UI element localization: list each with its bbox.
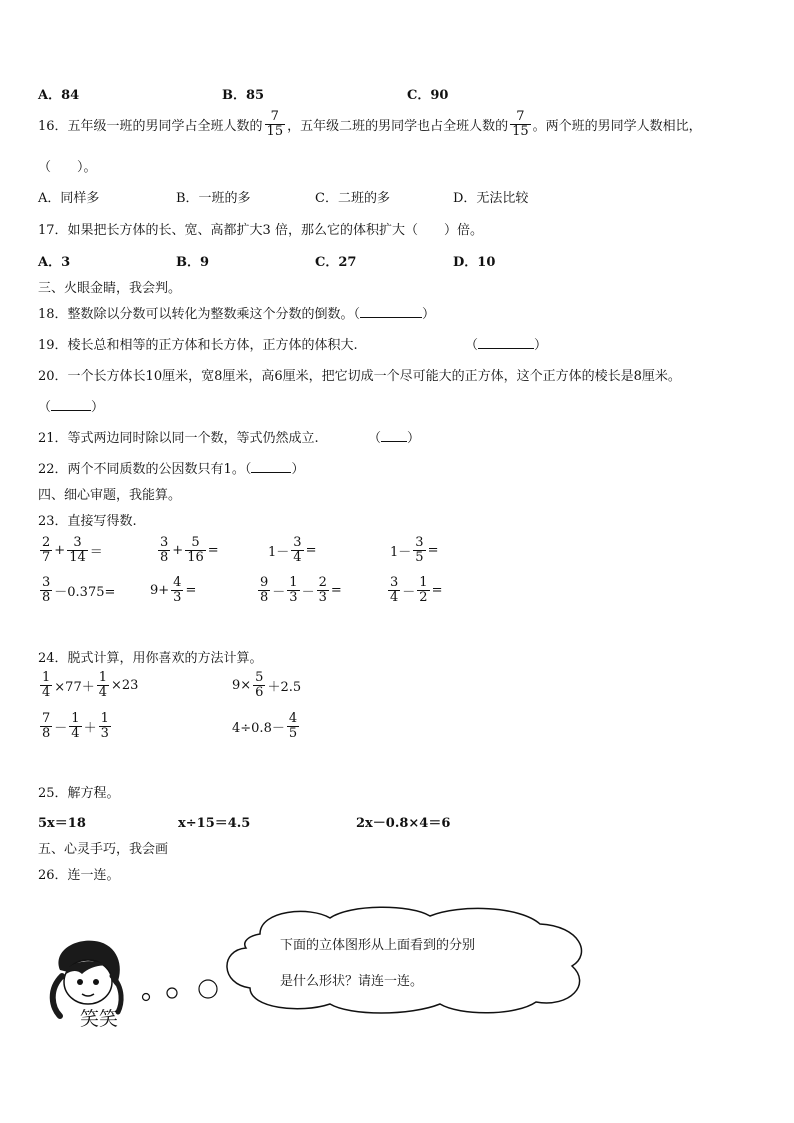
numerator: 4 bbox=[288, 711, 298, 726]
prefix: 9+ bbox=[150, 582, 170, 598]
fraction bbox=[253, 671, 265, 699]
question-16-stem bbox=[38, 110, 702, 138]
operator: － bbox=[402, 584, 416, 600]
denominator: 4 bbox=[71, 725, 80, 741]
answer-blank[interactable] bbox=[381, 428, 407, 442]
q23-expr-7 bbox=[256, 576, 342, 604]
fraction bbox=[265, 110, 286, 138]
q16-stem-part-c: 。两个班的男同学人数相比， bbox=[532, 118, 702, 134]
fraction bbox=[99, 712, 111, 740]
q25-equation-2: x÷15＝4.5 bbox=[178, 816, 251, 831]
question-20: 20．一个长方体长10厘米，宽8厘米，高6厘米，把它切成一个尽可能大的正方体，这个正方体的棱长是8厘米。 bbox=[38, 369, 681, 384]
close-paren: ） bbox=[422, 307, 436, 322]
thought-dots-icon bbox=[138, 975, 222, 1005]
question-26-title: 26．连一连。 bbox=[38, 868, 120, 883]
fraction bbox=[40, 671, 52, 699]
section-4-heading: 四、细心审题，我能算。 bbox=[38, 488, 182, 503]
numerator: 1 bbox=[42, 670, 51, 685]
fraction bbox=[40, 712, 52, 740]
q23-expr-2 bbox=[156, 536, 219, 564]
q21-answer bbox=[368, 427, 420, 446]
q23-expr-5 bbox=[38, 576, 115, 604]
q24-expr-4 bbox=[232, 712, 301, 740]
operator: + bbox=[54, 542, 66, 558]
fraction bbox=[69, 712, 81, 740]
numerator: 1 bbox=[71, 711, 80, 726]
q16-answer-paren: （ ）。 bbox=[38, 160, 97, 175]
prefix: 4÷0.8－ bbox=[232, 720, 285, 736]
prefix: 1－ bbox=[268, 544, 290, 560]
denominator: 6 bbox=[255, 684, 264, 700]
fraction bbox=[287, 712, 299, 740]
denominator: 16 bbox=[187, 549, 204, 565]
fraction bbox=[97, 671, 109, 699]
q16-stem-part-b: ，五年级二班的男同学也占全班人数的 bbox=[287, 118, 509, 134]
bubble-text-line-1: 下面的立体图形从上面看到的分别 bbox=[280, 938, 476, 953]
q19-answer bbox=[465, 334, 547, 353]
denominator: 8 bbox=[42, 589, 51, 605]
numerator: 9 bbox=[260, 575, 269, 590]
open-paren: （ bbox=[368, 431, 382, 446]
numerator: 1 bbox=[98, 670, 107, 685]
character-name-caption: 笑笑 bbox=[80, 1008, 119, 1030]
equals-sign: = bbox=[207, 542, 219, 558]
fraction bbox=[40, 536, 52, 564]
denominator: 4 bbox=[42, 684, 51, 700]
denominator: 3 bbox=[289, 589, 298, 605]
denominator: 4 bbox=[98, 684, 107, 700]
question-25-title: 25．解方程。 bbox=[38, 786, 120, 801]
question-21: 21．等式两边同时除以同一个数，等式仍然成立. bbox=[38, 431, 319, 446]
q23-expr-3 bbox=[268, 536, 316, 564]
fraction bbox=[388, 576, 400, 604]
close-paren: ） bbox=[534, 338, 548, 353]
fraction bbox=[291, 536, 303, 564]
operator: ×77＋ bbox=[54, 679, 95, 695]
fraction bbox=[287, 576, 299, 604]
q22-text: 22．两个不同质数的公因数只有1。（ bbox=[38, 462, 252, 477]
numerator: 7 bbox=[42, 711, 51, 726]
q17-option-a: A．3 bbox=[38, 255, 71, 270]
denominator: 14 bbox=[69, 549, 86, 565]
equals-sign: ＝ bbox=[89, 544, 103, 560]
numerator: 5 bbox=[255, 670, 264, 685]
question-24-title: 24．脱式计算，用你喜欢的方法计算。 bbox=[38, 651, 263, 666]
answer-blank[interactable] bbox=[51, 397, 91, 411]
q25-equation-1: 5x＝18 bbox=[38, 816, 86, 831]
denominator: 5 bbox=[415, 549, 424, 565]
q18-text: 18．整数除以分数可以转化为整数乘这个分数的倒数。（ bbox=[38, 307, 361, 322]
fraction bbox=[67, 536, 88, 564]
open-paren: （ bbox=[38, 400, 52, 415]
section-3-heading: 三、火眼金睛，我会判。 bbox=[38, 281, 182, 296]
question-19 bbox=[38, 334, 358, 353]
answer-blank[interactable] bbox=[478, 335, 534, 349]
prefix: 1－ bbox=[390, 544, 412, 560]
equals-sign: = bbox=[305, 542, 317, 558]
fraction bbox=[40, 576, 52, 604]
denominator: 3 bbox=[318, 589, 327, 605]
fraction bbox=[185, 536, 206, 564]
numerator: 3 bbox=[390, 575, 399, 590]
bubble-text-line-2: 是什么形状？请连一连。 bbox=[280, 974, 424, 989]
operator: ×23 bbox=[111, 677, 139, 693]
denominator: 3 bbox=[100, 725, 109, 741]
fraction bbox=[158, 536, 170, 564]
q23-expr-6 bbox=[150, 576, 196, 604]
open-paren: （ bbox=[465, 338, 479, 353]
q24-expr-3 bbox=[38, 712, 113, 740]
q15-option-c: C．90 bbox=[407, 88, 449, 103]
fraction bbox=[417, 576, 429, 604]
denominator: 8 bbox=[160, 549, 169, 565]
q24-expr-1 bbox=[38, 671, 138, 699]
q15-option-a: A．84 bbox=[38, 88, 80, 103]
numerator: 1 bbox=[100, 711, 109, 726]
numerator: 3 bbox=[160, 535, 169, 550]
answer-blank[interactable] bbox=[360, 304, 422, 318]
q17-option-b: B．9 bbox=[176, 255, 210, 270]
denominator: 8 bbox=[42, 725, 51, 741]
q16-option-c: C．二班的多 bbox=[315, 191, 390, 206]
numerator: 3 bbox=[67, 536, 88, 551]
close-paren: ） bbox=[291, 462, 305, 477]
numerator: 1 bbox=[289, 575, 298, 590]
equals-sign: = bbox=[185, 582, 197, 598]
expression-rest: －0.375= bbox=[54, 584, 116, 600]
denominator: 15 bbox=[266, 123, 284, 139]
denominator: 3 bbox=[173, 589, 182, 605]
q25-equation-3: 2x－0.8×4＝6 bbox=[356, 816, 451, 831]
q16-option-d: D．无法比较 bbox=[453, 191, 529, 206]
operator: － bbox=[301, 584, 315, 600]
q16-option-a: A．同样多 bbox=[38, 191, 100, 206]
answer-blank[interactable] bbox=[251, 459, 291, 473]
operator: － bbox=[272, 584, 286, 600]
numerator: 1 bbox=[419, 575, 428, 590]
close-paren: ） bbox=[91, 400, 105, 415]
prefix: 9× bbox=[232, 677, 252, 693]
equals-sign: = bbox=[427, 542, 439, 558]
q23-expr-8 bbox=[386, 576, 442, 604]
suffix: ＋2.5 bbox=[267, 679, 302, 695]
question-23-title: 23．直接写得数. bbox=[38, 514, 137, 529]
section-5-heading: 五、心灵手巧，我会画 bbox=[38, 842, 169, 857]
close-paren: ） bbox=[407, 431, 421, 446]
q23-expr-4 bbox=[390, 536, 438, 564]
equals-sign: = bbox=[431, 582, 443, 598]
q19-text: 19．棱长总和相等的正方体和长方体，正方体的体积大. bbox=[38, 338, 358, 353]
numerator: 7 bbox=[265, 110, 286, 125]
fraction bbox=[317, 576, 329, 604]
numerator: 2 bbox=[42, 535, 51, 550]
denominator: 8 bbox=[260, 589, 269, 605]
fraction bbox=[413, 536, 425, 564]
operator: + bbox=[172, 542, 184, 558]
question-22 bbox=[38, 458, 304, 477]
numerator: 2 bbox=[318, 575, 327, 590]
denominator: 4 bbox=[293, 549, 302, 565]
fraction bbox=[171, 576, 183, 604]
q24-expr-2 bbox=[232, 671, 301, 699]
q16-option-b: B．一班的多 bbox=[176, 191, 251, 206]
q20-answer bbox=[38, 396, 104, 415]
q15-option-b: B．85 bbox=[222, 88, 265, 103]
numerator: 3 bbox=[42, 575, 51, 590]
denominator: 4 bbox=[390, 589, 399, 605]
denominator: 2 bbox=[419, 589, 428, 605]
numerator: 7 bbox=[510, 110, 531, 125]
denominator: 15 bbox=[512, 123, 529, 139]
denominator: 5 bbox=[288, 725, 298, 741]
numerator: 3 bbox=[415, 535, 424, 550]
numerator: 5 bbox=[185, 536, 206, 551]
numerator: 4 bbox=[173, 575, 182, 590]
q17-option-c: C．27 bbox=[315, 255, 357, 270]
q23-expr-1 bbox=[38, 536, 103, 564]
q16-stem-part-a: 16．五年级一班的男同学占全班人数的 bbox=[38, 118, 263, 134]
question-18 bbox=[38, 303, 435, 322]
denominator: 7 bbox=[42, 549, 51, 565]
numerator: 3 bbox=[293, 535, 302, 550]
equals-sign: = bbox=[330, 582, 342, 598]
question-17-stem: 17．如果把长方体的长、宽、高都扩大3 倍，那么它的体积扩大（ ）倍。 bbox=[38, 223, 483, 238]
operator: － bbox=[54, 720, 68, 736]
fraction bbox=[258, 576, 270, 604]
cloud-bubble-icon bbox=[220, 904, 592, 1016]
fraction bbox=[510, 110, 531, 138]
q17-option-d: D．10 bbox=[453, 255, 496, 270]
operator: ＋ bbox=[83, 720, 97, 736]
